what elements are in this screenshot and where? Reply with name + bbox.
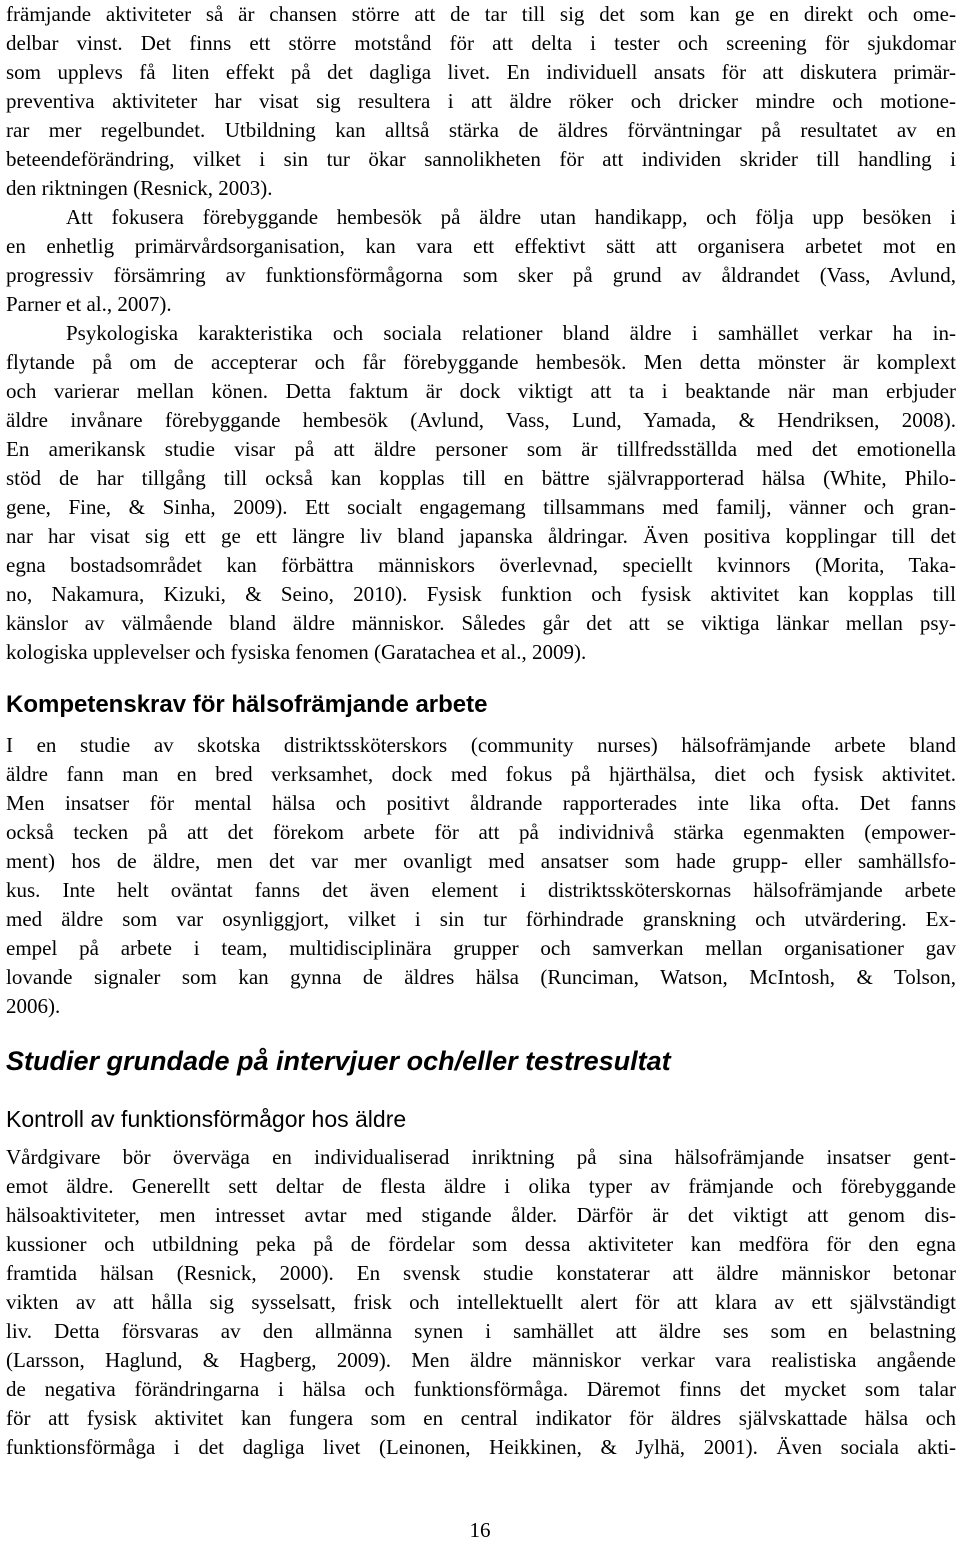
- text-line: med äldre som var osynliggjort, vilket i sin tur förhindrade granskning och utvärdering. Ex-: [6, 907, 956, 931]
- text-line: den riktningen (Resnick, 2003).: [6, 176, 273, 200]
- text-line: 2006).: [6, 994, 61, 1018]
- subsection-heading: Kontroll av funktionsförmågor hos äldre: [6, 1106, 407, 1132]
- page-number: 16: [469, 1518, 491, 1542]
- text-line: äldre fann man en bred verksamhet, dock med fokus på hjärthälsa, diet och fysisk aktivitet.: [6, 762, 956, 786]
- text-line: (Larsson, Haglund, & Hagberg, 2009). Men äldre människor verkar vara realistiska angående: [6, 1348, 956, 1372]
- text-line: Parner et al., 2007).: [6, 292, 172, 316]
- text-line: no, Nakamura, Kizuki, & Seino, 2010). Fysisk funktion och fysisk aktivitet kan kopplas till: [6, 582, 956, 606]
- text-line: funktionsförmåga i det dagliga livet (Leinonen, Heikkinen, & Jylhä, 2001). Även sociala akti-: [6, 1435, 956, 1459]
- text-line: vikten av att hålla sig sysselsatt, frisk och intellektuellt alert för att klara av ett självständigt: [6, 1290, 956, 1314]
- text-line: liv. Detta försvaras av den allmänna synen i samhället att äldre ses som en belastning: [6, 1319, 956, 1343]
- text-line: I en studie av skotska distriktssköterskors (community nurses) hälsofrämjande arbete bland: [6, 733, 956, 757]
- text-line: känslor av välmående bland äldre människor. Således går det att se viktiga länkar mellan psy-: [6, 611, 956, 635]
- text-line: för att fysisk aktivitet kan fungera som en central indikator för äldres självskattade hälsa och: [6, 1406, 956, 1430]
- text-line: Psykologiska karakteristika och sociala relationer bland äldre i samhället verkar ha in-: [66, 321, 956, 345]
- text-line: progressiv försämring av funktionsförmågorna som sker på grund av åldrandet (Vass, Avlund,: [6, 263, 956, 287]
- text-line: Att fokusera förebyggande hembesök på äldre utan handikapp, och följa upp besöken i: [66, 205, 956, 229]
- text-line: ment) hos de äldre, men det var mer ovanligt med ansatser som hade grupp- eller samhällsfo-: [6, 849, 956, 873]
- section-heading: Kompetenskrav för hälsofrämjande arbete: [6, 691, 488, 718]
- text-line: empel på arbete i team, multidisciplinära grupper och samverkan mellan organisationer gav: [6, 936, 956, 960]
- text-line: beteendeförändring, vilket i sin tur ökar sannolikheten för att individen skrider till handling i: [6, 147, 956, 171]
- text-line: egna bostadsområdet kan förbättra människors överlevnad, speciellt kvinnors (Morita, Taka-: [6, 553, 956, 577]
- text-line: rar mer regelbundet. Utbildning kan alltså stärka de äldres förväntningar på resultatet av en: [6, 118, 956, 142]
- text-line: de negativa förändringarna i hälsa och funktionsförmåga. Däremot finns det mycket som talar: [6, 1377, 956, 1401]
- text-line: Men insatser för mental hälsa och positivt åldrande rapporterades inte lika ofta. Det fanns: [6, 791, 956, 815]
- text-line: lovande signaler som kan gynna de äldres hälsa (Runciman, Watson, McIntosh, & Tolson,: [6, 965, 956, 989]
- text-line: Vårdgivare bör överväga en individualiserad inriktning på sina hälsofrämjande insatser gent-: [6, 1145, 956, 1169]
- text-line: främjande aktiviteter så är chansen större att de tar till sig det som kan ge en direkt och ome-: [6, 2, 956, 26]
- text-line: nar har visat sig ett ge ett längre liv bland japanska åldringar. Även positiva kopplingar till det: [6, 524, 956, 548]
- text-line: stöd de har tillgång till också kan kopplas till en bättre självrapporterad hälsa (White, Philo-: [6, 466, 956, 490]
- text-line: flytande på om de accepterar och får förebyggande hembesök. Men detta mönster är komplext: [6, 350, 956, 374]
- chapter-heading: Studier grundade på intervjuer och/eller testresultat: [6, 1046, 671, 1076]
- text-line: gene, Fine, & Sinha, 2009). Ett socialt engagemang tillsammans med familj, vänner och gran-: [6, 495, 956, 519]
- text-line: delbar vinst. Det finns ett större motstånd för att delta i tester och screening för sjukdomar: [6, 31, 956, 55]
- text-line: preventiva aktiviteter har visat sig resultera i att äldre röker och dricker mindre och motione-: [6, 89, 956, 113]
- text-line: framtida hälsan (Resnick, 2000). En svensk studie konstaterar att äldre människor betonar: [6, 1261, 956, 1285]
- text-line: En amerikansk studie visar på att äldre personer som är tillfredsställda med det emotionella: [6, 437, 956, 461]
- text-line: också tecken på att det förekom arbete för att på individnivå stärka egenmakten (empower-: [6, 820, 956, 844]
- text-line: kologiska upplevelser och fysiska fenomen (Garatachea et al., 2009).: [6, 640, 587, 664]
- text-line: emot äldre. Generellt sett deltar de flesta äldre i olika typer av främjande och förebyggande: [6, 1174, 956, 1198]
- text-line: kussioner och utbildning peka på de fördelar som dessa aktiviteter kan medföra för den egna: [6, 1232, 956, 1256]
- text-line: äldre invånare förebyggande hembesök (Avlund, Vass, Lund, Yamada, & Hendriksen, 2008).: [6, 408, 956, 432]
- text-line: som upplevs få liten effekt på det dagliga livet. En individuell ansats för att diskutera primär-: [6, 60, 956, 84]
- text-line: och varierar mellan könen. Detta faktum är dock viktigt att ta i beaktande när man erbjuder: [6, 379, 956, 403]
- text-line: hälsoaktiviteter, men intresset avtar med stigande ålder. Därför är det viktigt att genom dis-: [6, 1203, 956, 1227]
- text-line: kus. Inte helt oväntat fanns det även element i distriktssköterskornas hälsofrämjande arbete: [6, 878, 956, 902]
- text-line: en enhetlig primärvårdsorganisation, kan vara ett effektivt sätt att organisera arbetet mot en: [6, 234, 956, 258]
